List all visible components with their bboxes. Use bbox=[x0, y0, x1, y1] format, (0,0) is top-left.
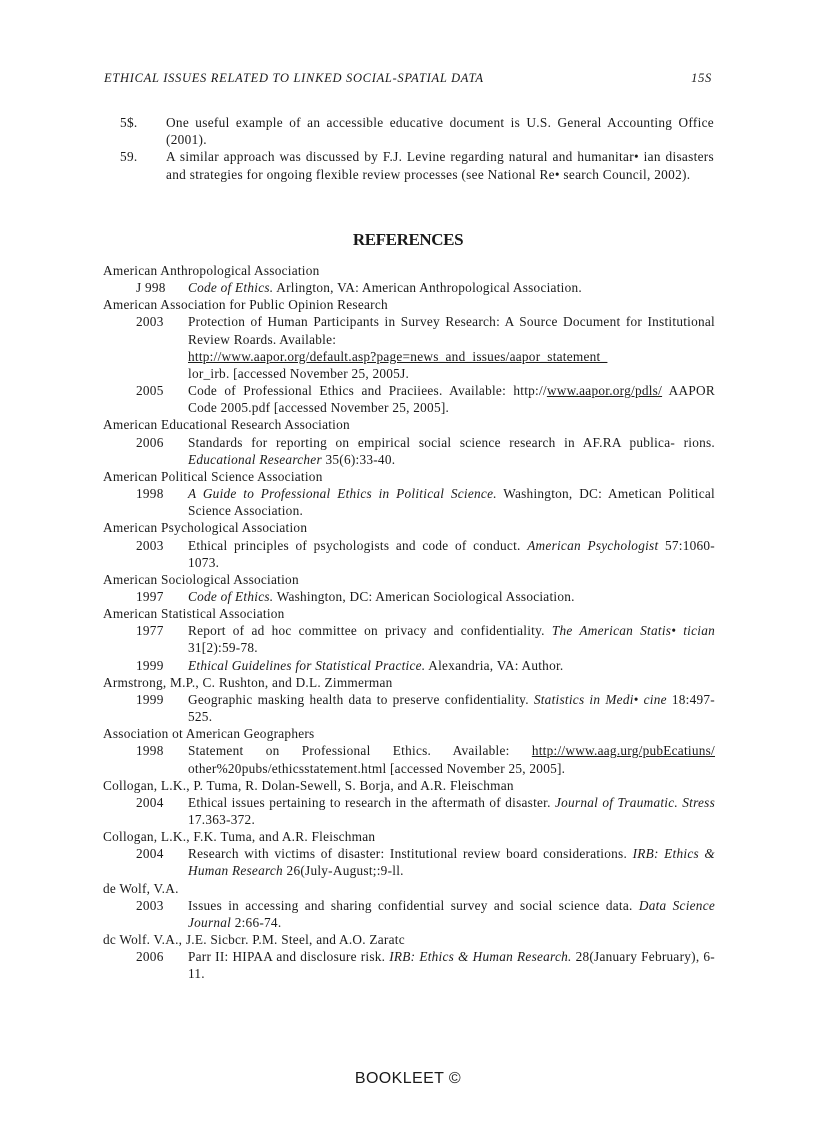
endnote-text: A similar approach was discussed by F.J. Levine regarding natural and humanitar• ian disasters and strategies for ongoing flexible review processes (see National Re• search Council, 2002). bbox=[166, 149, 714, 182]
reference-author: Collogan, L.K., P. Tuma, R. Dolan-Sewell, S. Borja, and A.R. Fleischman bbox=[103, 777, 514, 793]
reference-details: Protection of Human Participants in Survey Research: A Source Document for Institutional Review Roards. Available: bbox=[188, 314, 715, 347]
reference-details: Ethical issues pertaining to research in the aftermath of disaster. bbox=[188, 794, 551, 810]
reference-author: American Political Science Association bbox=[103, 468, 323, 484]
reference-title: American Psychologist bbox=[527, 537, 659, 553]
reference-year: 2006 bbox=[136, 949, 164, 965]
reference-entry bbox=[103, 691, 715, 725]
reference-details: Issues in accessing and sharing confidential survey and social science data. bbox=[188, 897, 633, 913]
reference-year: 1977 bbox=[136, 623, 164, 639]
reference-author: Armstrong, M.P., C. Rushton, and D.L. Zimmerman bbox=[103, 674, 393, 690]
reference-title: A Guide to Professional Ethics in Political Science. bbox=[188, 486, 497, 502]
reference-details: 35(6):33-40. bbox=[321, 451, 396, 467]
reference-title: Journal of Traumatic. Stress bbox=[554, 794, 716, 810]
reference-year: J 998 bbox=[136, 280, 166, 296]
reference-author: de Wolf, V.A. bbox=[103, 880, 179, 896]
reference-entry bbox=[103, 742, 715, 776]
reference-details: Report of ad hoc committee on privacy and confidentiality. bbox=[188, 623, 545, 639]
reference-year: 2003 bbox=[136, 537, 164, 553]
page-number: 15S bbox=[691, 71, 712, 85]
reference-link[interactable]: http://www.aapor.org/default.asp?page=news_and_issues/aapor_statement_ bbox=[188, 348, 608, 364]
reference-details: Parr II: HIPAA and disclosure risk. bbox=[188, 949, 386, 965]
endnotes bbox=[120, 114, 714, 183]
reference-details: Geographic masking health data to preserve confidentiality. bbox=[188, 691, 529, 707]
reference-author: American Sociological Association bbox=[103, 571, 299, 587]
reference-author: American Psychological Association bbox=[103, 520, 308, 536]
running-head bbox=[104, 71, 712, 87]
endnote-number: 5$. bbox=[120, 115, 138, 130]
reference-author: American Educational Research Association bbox=[103, 417, 350, 433]
references-heading: REFERENCES bbox=[352, 230, 464, 249]
reference-entry bbox=[103, 485, 715, 519]
reference-entry bbox=[103, 897, 715, 931]
reference-details: 17.363-372. bbox=[188, 812, 256, 827]
reference-author: American Association for Public Opinion Research bbox=[103, 297, 388, 313]
reference-title: The American Statis• tician bbox=[551, 623, 715, 639]
reference-details: 26(July-August;:9-ll. bbox=[282, 863, 404, 879]
reference-entry bbox=[103, 537, 715, 571]
reference-details: Research with victims of disaster: Institutional review board considerations. bbox=[188, 846, 628, 862]
reference-entry bbox=[103, 588, 715, 605]
reference-year: 2003 bbox=[136, 897, 164, 913]
reference-year: 2004 bbox=[136, 794, 164, 810]
reference-entry bbox=[103, 313, 715, 382]
reference-title: Ethical Guidelines for Statistical Practice. bbox=[188, 657, 426, 673]
reference-year: 1997 bbox=[136, 588, 164, 604]
reference-title: IRB: Ethics & Human Research bbox=[188, 846, 716, 879]
reference-title: Educational Researcher bbox=[188, 451, 322, 467]
reference-details: Code of Professional Ethics and Praciiees. Available: http:// bbox=[188, 383, 547, 399]
reference-entry bbox=[103, 794, 715, 828]
reference-details: Washington, DC: Ametican Political Science Association. bbox=[188, 486, 716, 519]
reference-details: Arlington, VA: American Anthropological Association. bbox=[273, 280, 582, 296]
reference-details: other%20pubs/ethicsstatement.html [accessed November 25, 2005]. bbox=[188, 760, 566, 776]
reference-details: AAPOR Code 2005.pdf [accessed November 25, 2005]. bbox=[188, 383, 715, 416]
reference-year: 1998 bbox=[136, 743, 164, 759]
reference-link[interactable]: www.aapor.org/pdls/ bbox=[546, 383, 663, 399]
reference-entry bbox=[103, 948, 715, 982]
reference-details: Washington, DC: American Sociological Association. bbox=[273, 588, 575, 604]
reference-title: Data Science Journal bbox=[188, 897, 716, 930]
reference-author: American Anthropological Association bbox=[103, 263, 320, 278]
reference-entry bbox=[103, 657, 715, 674]
endnote-number: 59. bbox=[120, 149, 138, 165]
reference-entry bbox=[103, 622, 715, 656]
reference-entry bbox=[103, 382, 715, 416]
reference-details: Standards for reporting on empirical social science research in AF.RA publica- rions. bbox=[188, 434, 715, 450]
reference-author: Collogan, L.K., F.K. Tuma, and A.R. Fleischman bbox=[103, 829, 376, 845]
reference-year: 2005 bbox=[136, 383, 164, 399]
reference-details: lor_irb. [accessed November 25, 2005J. bbox=[188, 365, 410, 381]
reference-details: 31[2):59-78. bbox=[188, 640, 258, 656]
reference-year: 1998 bbox=[136, 486, 164, 502]
reference-year: 2006 bbox=[136, 434, 164, 450]
footer-watermark: BOOKLEET © bbox=[354, 1070, 462, 1087]
reference-details: Ethical principles of psychologists and code of conduct. bbox=[188, 537, 521, 553]
reference-author: American Statistical Association bbox=[103, 606, 285, 622]
reference-title: Code of Ethics. bbox=[188, 588, 274, 604]
endnote bbox=[120, 148, 714, 182]
endnote bbox=[120, 114, 714, 148]
reference-link[interactable]: http://www.aag.urg/pubEcatiuns/ bbox=[531, 743, 715, 759]
running-title: ETHICAL ISSUES RELATED TO LINKED SOCIAL-SPATIAL DATA bbox=[104, 71, 484, 85]
reference-year: 2004 bbox=[136, 846, 164, 862]
reference-details: 18:497-525. bbox=[188, 691, 715, 725]
reference-entry bbox=[103, 845, 715, 879]
references-list bbox=[103, 262, 715, 983]
endnote-text: One useful example of an accessible educative document is U.S. General Accounting Office (2001). bbox=[166, 115, 714, 148]
reference-year: 1999 bbox=[136, 657, 164, 673]
reference-details: 2:66-74. bbox=[231, 914, 282, 930]
reference-title: Statistics in Medi• cine bbox=[533, 691, 667, 707]
reference-details: 57:1060-1073. bbox=[188, 537, 715, 570]
reference-year: 2003 bbox=[136, 314, 164, 330]
reference-entry bbox=[103, 279, 715, 296]
reference-entry bbox=[103, 434, 715, 468]
reference-author: dc Wolf. V.A., J.E. Sicbcr. P.M. Steel, and A.O. Zaratc bbox=[103, 932, 405, 948]
reference-details: Alexandria, VA: Author. bbox=[425, 657, 564, 673]
reference-details: Statement on Professional Ethics. Available: bbox=[188, 743, 510, 759]
reference-details: 28(January February), 6-11. bbox=[188, 949, 715, 982]
reference-year: 1999 bbox=[136, 691, 164, 707]
reference-title: Code of Ethics. bbox=[188, 280, 274, 296]
reference-author: Association ot American Geographers bbox=[103, 726, 315, 742]
reference-title: IRB: Ethics & Human Research. bbox=[389, 949, 572, 965]
